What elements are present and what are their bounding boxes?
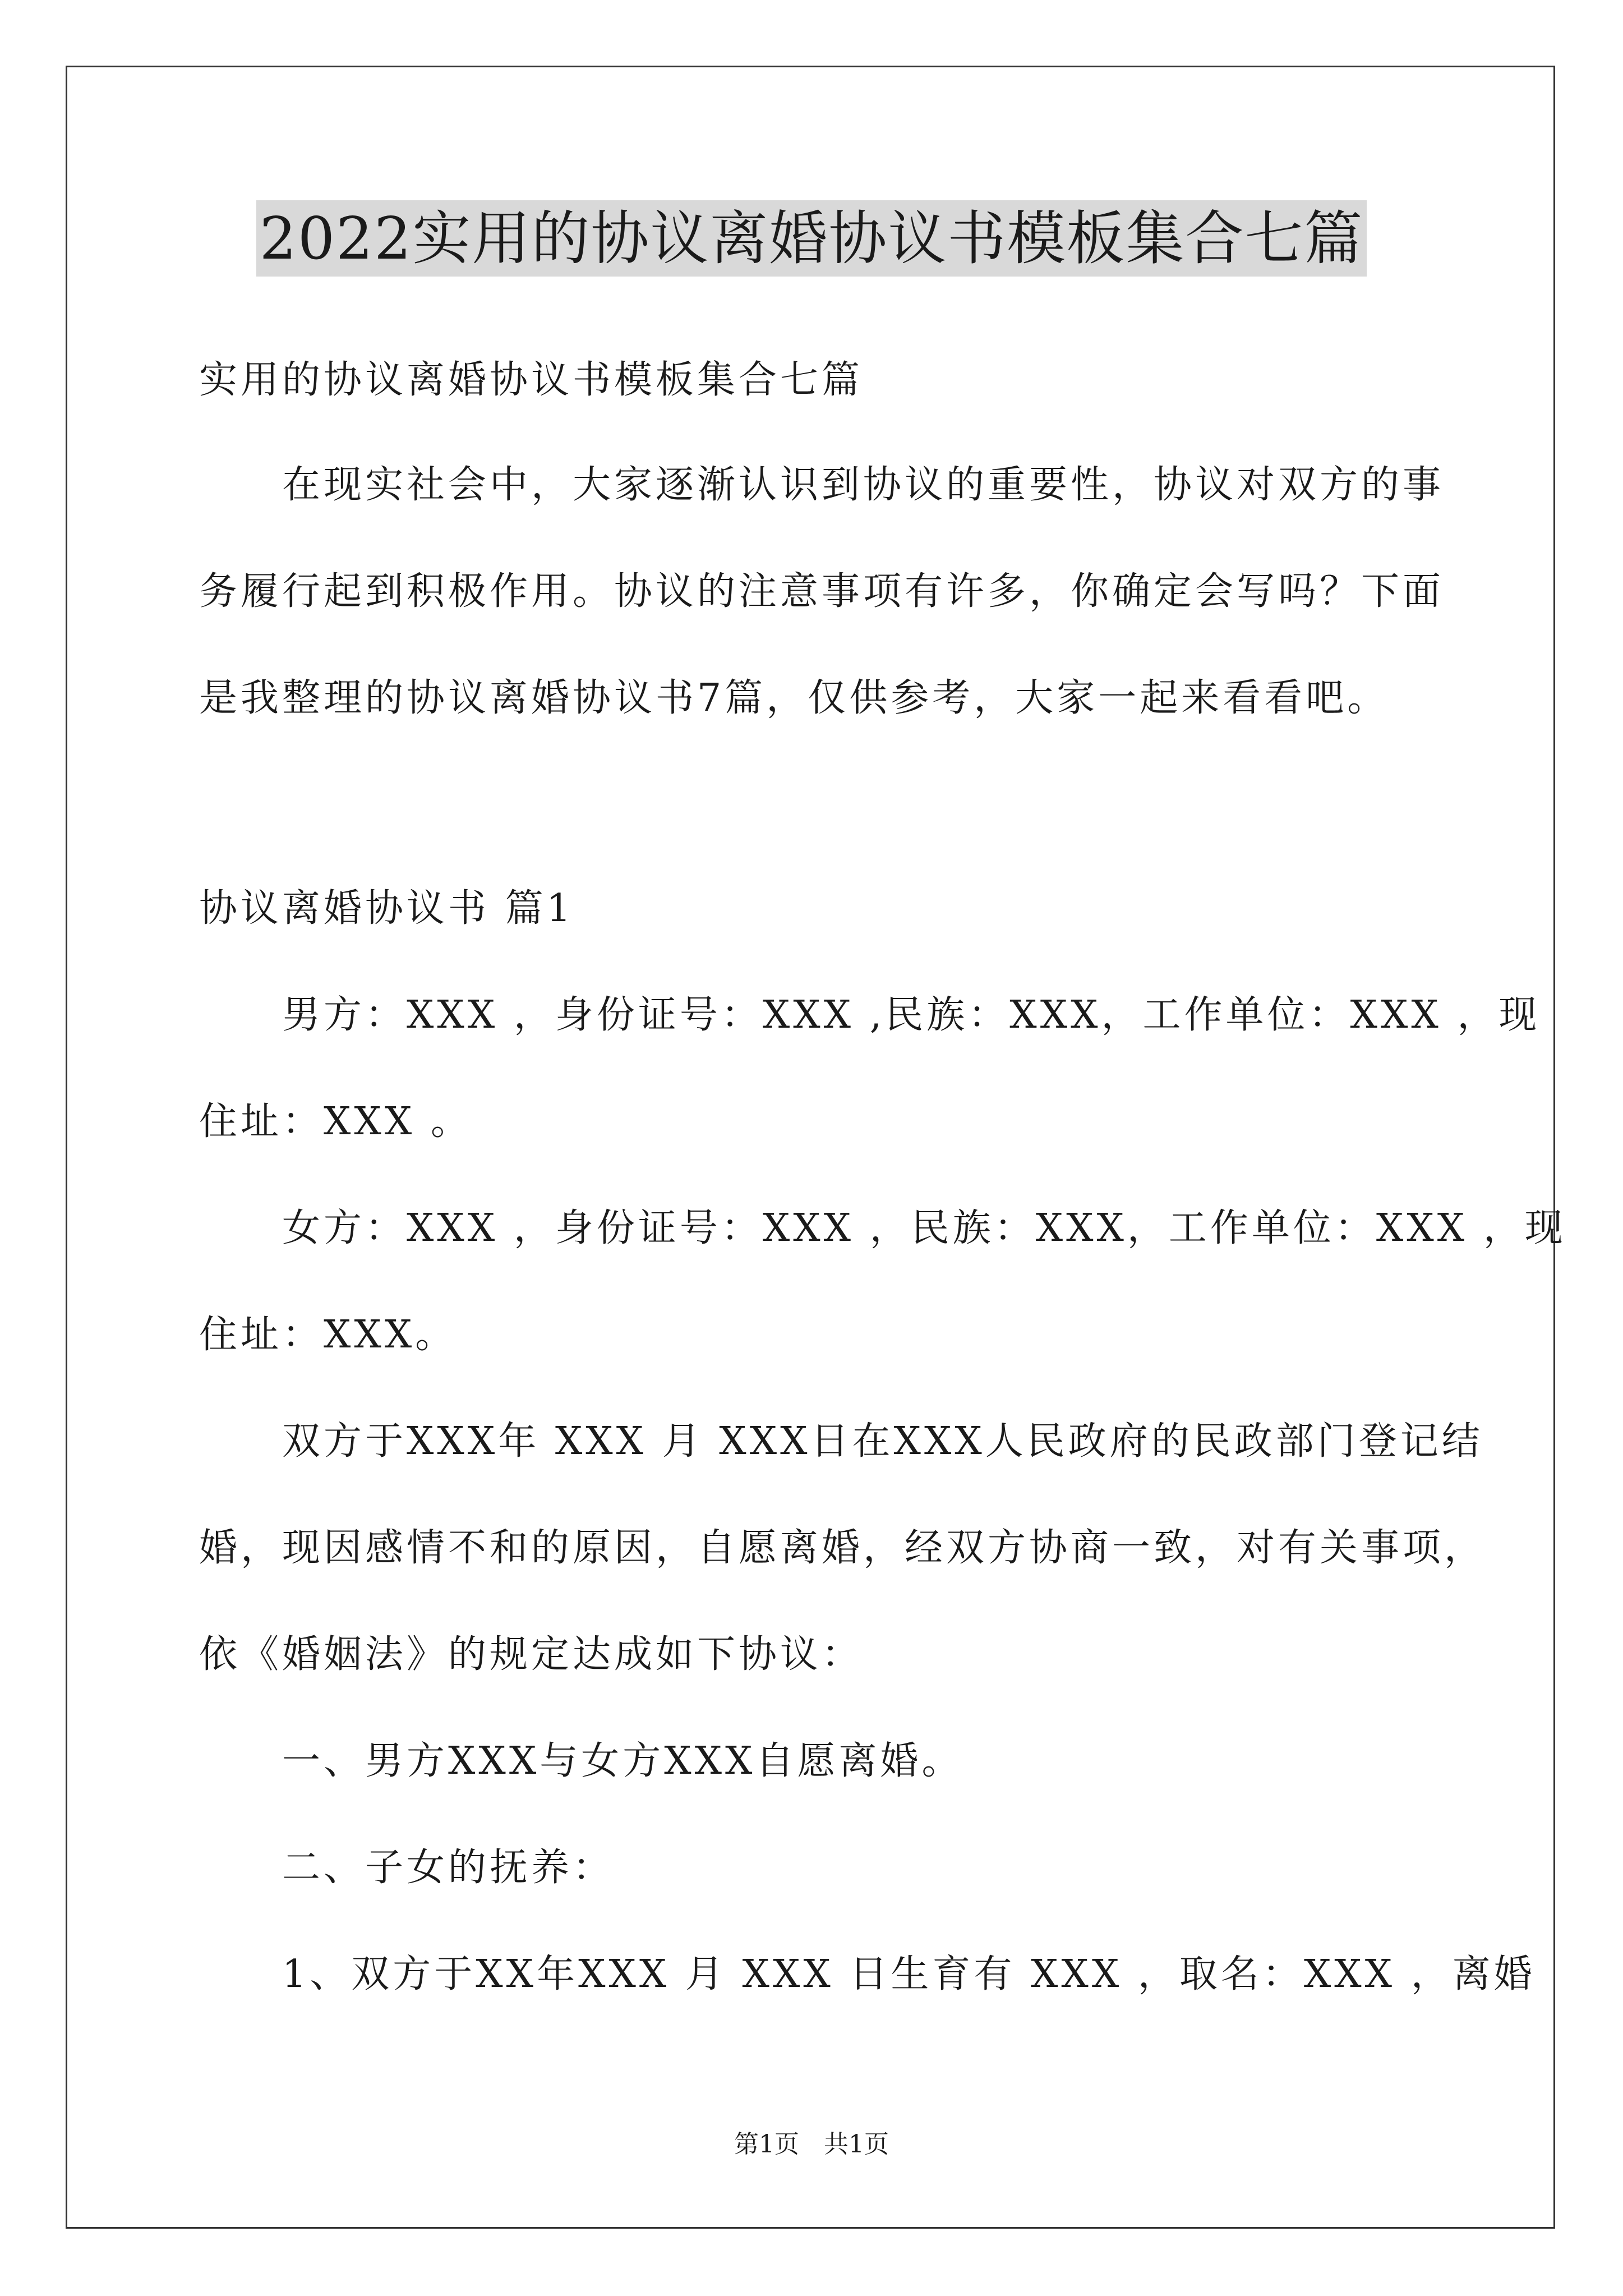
subtitle: 实用的协议离婚协议书模板集合七篇	[199, 358, 864, 402]
paragraph-line: 二、子女的抚养：	[282, 1846, 615, 1890]
paragraph-line: 住址：XXX 。	[199, 1099, 472, 1144]
intro-line-1: 在现实社会中，大家逐渐认识到协议的重要性，协议对双方的事	[282, 463, 1445, 507]
paragraph-line: 1、双方于XX年XXX 月 XXX 日生育有 XXX ，取名：XXX ，离婚	[282, 1952, 1536, 1996]
paragraph-line: 住址：XXX。	[199, 1313, 457, 1357]
section-heading: 协议离婚协议书 篇1	[199, 886, 574, 931]
intro-line-2: 务履行起到积极作用。协议的注意事项有许多，你确定会写吗？下面	[199, 569, 1445, 614]
paragraph-line: 男方：XXX ，身份证号：XXX ,民族：XXX，工作单位：XXX ，现	[282, 993, 1541, 1037]
title-wrap	[0, 200, 1623, 277]
paragraph-line: 一、男方XXX与女方XXX自愿离婚。	[282, 1739, 963, 1783]
paragraph-line: 女方：XXX ，身份证号：XXX ，民族：XXX，工作单位：XXX ，现	[282, 1206, 1566, 1250]
page-footer: 第1页 共1页	[734, 2130, 889, 2159]
paragraph-line: 双方于XXX年 XXX 月 XXX日在XXX人民政府的民政部门登记结	[282, 1419, 1483, 1464]
paragraph-line: 依《婚姻法》的规定达成如下协议：	[199, 1632, 864, 1677]
intro-line-3: 是我整理的协议离婚协议书7篇，仅供参考，大家一起来看看吧。	[199, 676, 1389, 720]
paragraph-line: 婚，现因感情不和的原因，自愿离婚，经双方协商一致，对有关事项，	[199, 1526, 1486, 1570]
document-title: 2022实用的协议离婚协议书模板集合七篇	[256, 200, 1367, 277]
